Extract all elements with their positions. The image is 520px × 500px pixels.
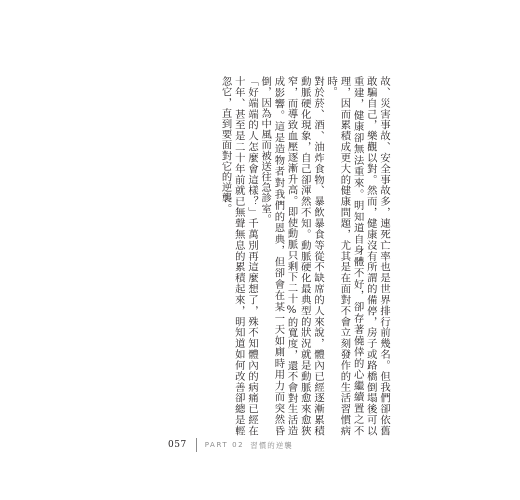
body-text <box>150 76 390 436</box>
chapter-title: 習慣的逆襲 <box>250 440 293 450</box>
paragraph-3: 「好端端的人怎麼會這樣？」千萬別再這麼想了，殊不知體內的病痛已經在十年、甚至是二十年前就已無聲無息的累積起來，明知道如何改善卻總是輕忽它，直到要面對它的逆襲。 <box>219 76 258 436</box>
page-number: 057 <box>168 440 187 450</box>
part-label: PART 02 <box>204 441 245 449</box>
footer-divider <box>196 438 197 452</box>
page-footer <box>168 437 293 453</box>
paragraph-1: 故、災害事故、安全事故多，連死亡率也是世界排行前幾名。但我們卻依舊敢騙自己，樂觀以對。然而，健康沒有所謂的備停，房子或路橋倒塌後可以重建，健康卻無法重來。明知道自身體不好，卻存著僥倖的心繼續置之不理，因而累積成更大的健康問題，尤其是在面對不會立刻發作的生活習慣病時。 <box>325 76 390 436</box>
paragraph-2: 對於菸、酒、油炸食物、暴飲暴食等從不缺席的人來說，體內已經逐漸累積動脈硬化現象，自己卻渾然不知。動脈硬化最典型的狀況就是動脈愈來愈狹窄，而導致血壓逐漸升高。即使動脈只剩下二十%的寬度，還不會對生活造成影響。這是造物者對我們的恩典，但卻會在某一天如廁時用力而突然昏倒，因為中風而被送往急診室。 <box>259 76 324 436</box>
